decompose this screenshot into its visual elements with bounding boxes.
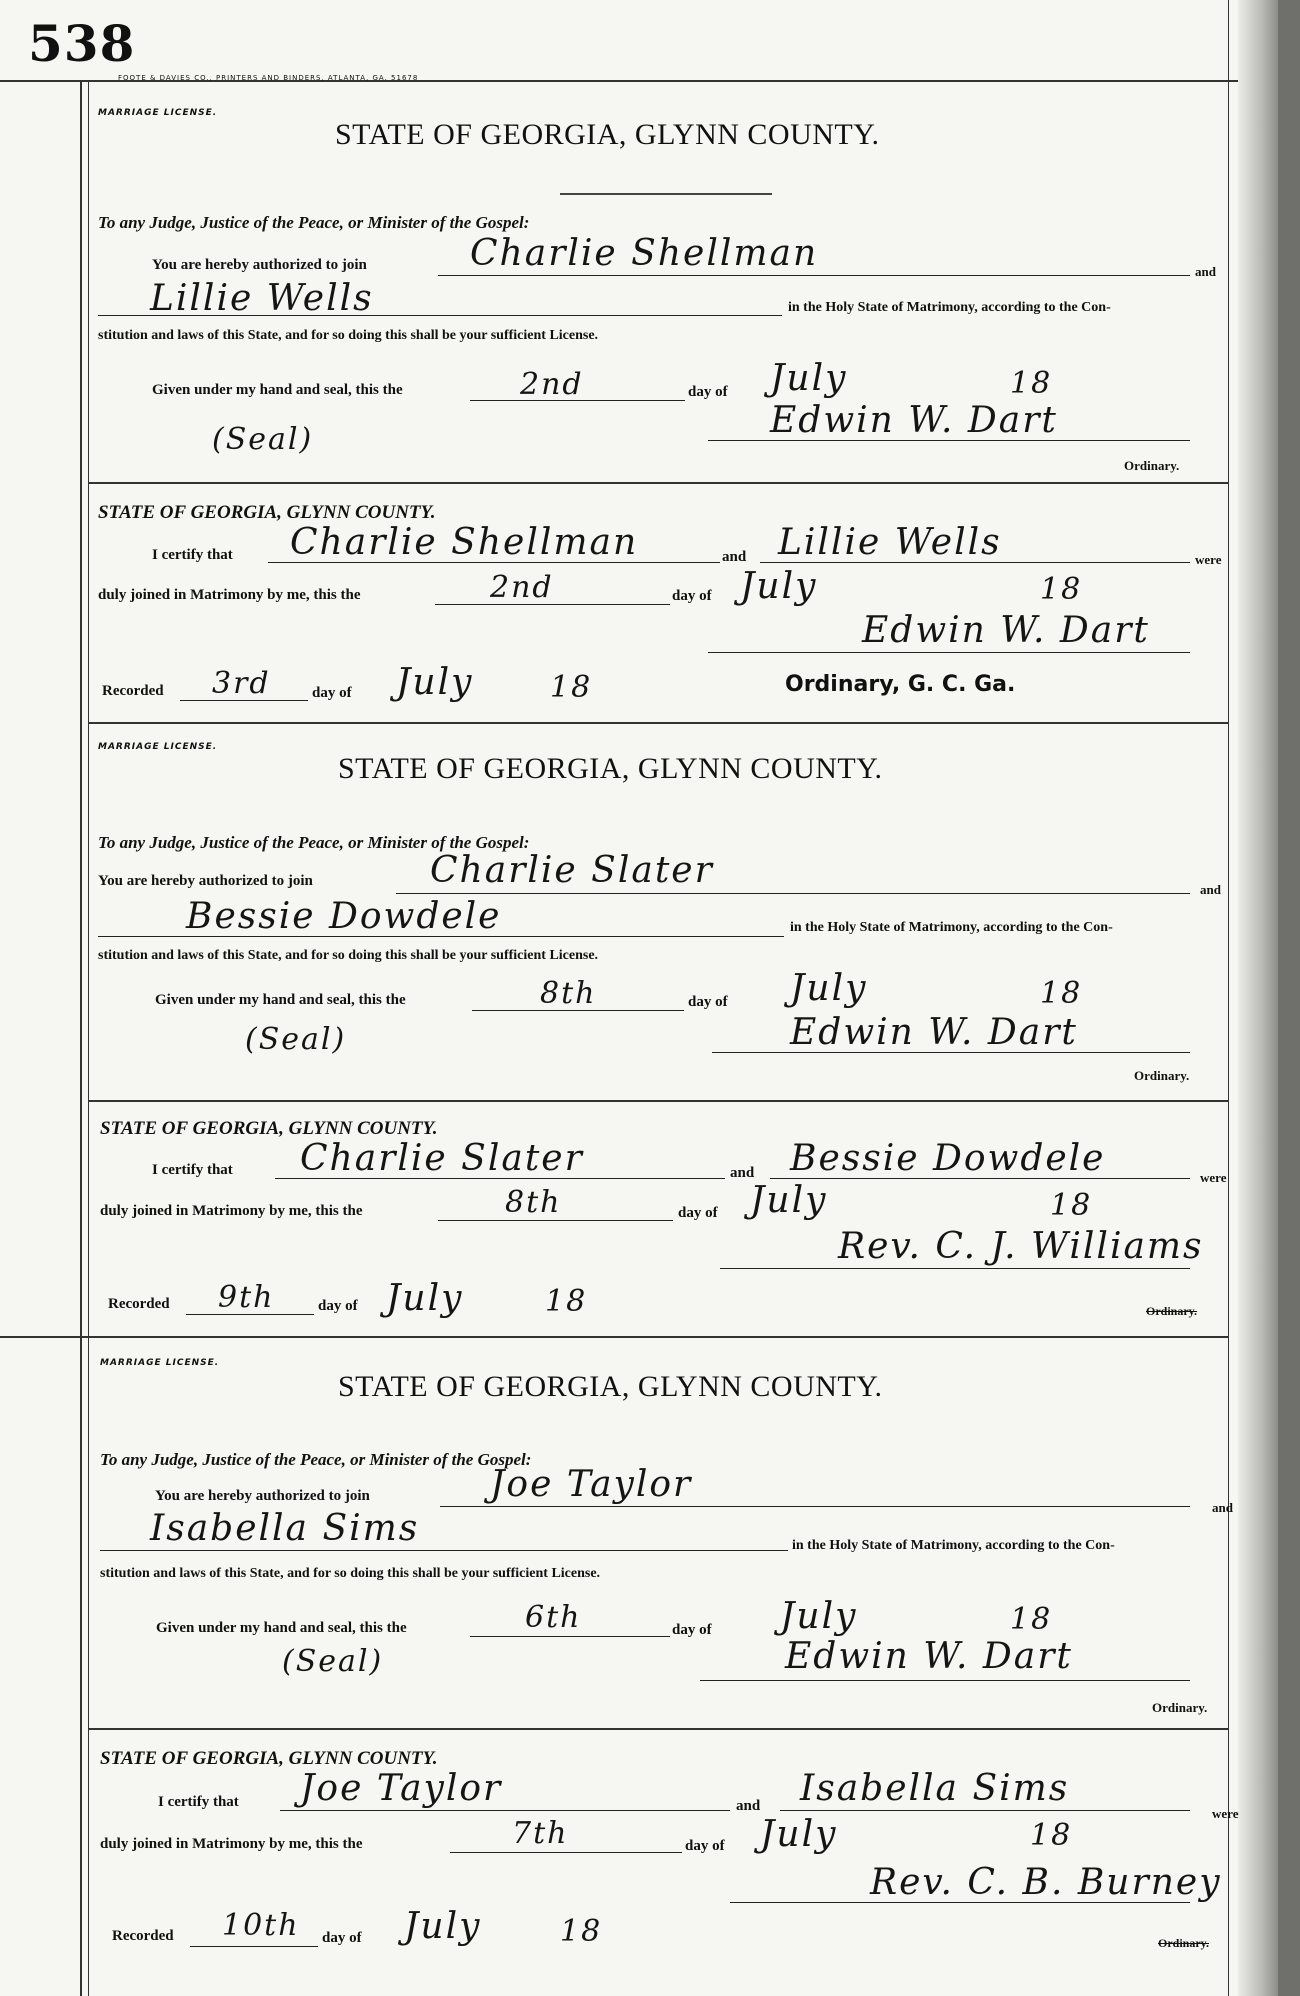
license-day-line (472, 1010, 684, 1011)
recorded-day-line (180, 700, 308, 701)
heading-rule (560, 193, 772, 195)
recorded-day-line (186, 1314, 314, 1315)
seal-mark: (Seal) (282, 1644, 384, 1679)
marriage-year: 18 (1040, 572, 1083, 607)
cert-groom-name: Charlie Shellman (290, 522, 639, 563)
certify-text: I certify that (152, 1162, 233, 1178)
cert-bride-name: Isabella Sims (800, 1768, 1070, 1809)
recorded-day: 3rd (212, 666, 271, 701)
marriage-day: 7th (512, 1816, 569, 1851)
bride-line (98, 936, 784, 937)
right-margin-rule (1228, 0, 1229, 1996)
bride-name: Lillie Wells (150, 278, 374, 319)
given-text: Given under my hand and seal, this the (152, 382, 403, 398)
address-line: To any Judge, Justice of the Peace, or Minister of the Gospel: (98, 213, 530, 232)
license-day: 6th (525, 1600, 582, 1635)
recorded-ordinary-stamp: Ordinary, G. C. Ga. (785, 672, 1016, 697)
address-line: To any Judge, Justice of the Peace, or Minister of the Gospel: (100, 1450, 532, 1469)
cert-bride-line (760, 562, 1190, 563)
license-heading: STATE OF GEORGIA, GLYNN COUNTY. (338, 1370, 883, 1403)
cert-groom-name: Joe Taylor (300, 1768, 503, 1809)
authorize-text: You are hereby authorized to join (98, 873, 313, 889)
ordinary-label: Ordinary. (1134, 1068, 1190, 1083)
duly-text: duly joined in Matrimony by me, this the (100, 1203, 363, 1219)
license-month: July (780, 1596, 858, 1637)
address-line: To any Judge, Justice of the Peace, or Minister of the Gospel: (98, 833, 530, 852)
groom-name: Joe Taylor (490, 1464, 693, 1505)
bride-name: Bessie Dowdele (186, 896, 502, 937)
cert-day-of: day of (685, 1838, 725, 1854)
license-label: MARRIAGE LICENSE. (98, 742, 218, 752)
officiant-line (708, 652, 1190, 653)
and-label: and (1212, 1500, 1233, 1515)
holy-state-text: in the Holy State of Matrimony, according to the Con- (790, 920, 1113, 935)
cert-groom-line (275, 1178, 725, 1179)
were-label: were (1195, 552, 1222, 567)
holy-state-text: in the Holy State of Matrimony, according to the Con- (788, 300, 1111, 315)
certificate-heading: STATE OF GEORGIA, GLYNN COUNTY. (98, 502, 436, 523)
certificate-heading: STATE OF GEORGIA, GLYNN COUNTY. (100, 1118, 438, 1139)
constitution-text: stitution and laws of this State, and for so doing this shall be your sufficient License. (100, 1566, 601, 1581)
license-label: MARRIAGE LICENSE. (100, 1358, 220, 1368)
page-number: 538 (28, 14, 136, 73)
given-text: Given under my hand and seal, this the (155, 992, 406, 1008)
cert-bride-name: Lillie Wells (778, 522, 1002, 563)
groom-name: Charlie Shellman (470, 233, 819, 274)
bride-line (98, 315, 782, 316)
recorded-day-line (190, 1946, 318, 1947)
recorded-year: 18 (550, 670, 593, 705)
binding-edge (1278, 0, 1300, 1996)
groom-line (440, 1506, 1190, 1507)
cert-and: and (722, 549, 747, 565)
section-rule (88, 1100, 1228, 1102)
license-year: 18 (1040, 976, 1083, 1011)
groom-line (438, 275, 1190, 276)
record-divider (88, 722, 1228, 724)
recorded-ordinary-label: Ordinary. (1146, 1304, 1198, 1318)
license-year: 18 (1010, 1602, 1053, 1637)
recorded-label: Recorded (112, 1928, 174, 1944)
cert-groom-line (280, 1810, 730, 1811)
section-rule (88, 1728, 1228, 1730)
license-month: July (790, 968, 868, 1009)
signature-line (700, 1680, 1190, 1681)
ordinary-signature: Edwin W. Dart (785, 1636, 1073, 1677)
certify-text: I certify that (152, 547, 233, 563)
marriage-year: 18 (1050, 1188, 1093, 1223)
recorded-ordinary-label: Ordinary. (1158, 1936, 1210, 1950)
printer-line: FOOTE & DAVIES CO., PRINTERS AND BINDERS, ATLANTA, GA. 51678 (118, 74, 419, 82)
marriage-day: 2nd (490, 570, 554, 605)
cert-day-of: day of (678, 1205, 718, 1221)
license-heading: STATE OF GEORGIA, GLYNN COUNTY. (338, 752, 883, 785)
recorded-year: 18 (545, 1284, 588, 1319)
marriage-day-line (438, 1220, 673, 1221)
cert-groom-name: Charlie Slater (300, 1138, 584, 1179)
recorded-month: July (386, 1278, 464, 1319)
ordinary-label: Ordinary. (1124, 458, 1180, 473)
day-of-label: day of (672, 1622, 712, 1638)
binding-spine (1238, 0, 1278, 1996)
groom-name: Charlie Slater (430, 850, 714, 891)
officiant-signature: Rev. C. J. Williams (838, 1226, 1204, 1267)
given-text: Given under my hand and seal, this the (156, 1620, 407, 1636)
marriage-day: 8th (505, 1185, 562, 1220)
bride-line (100, 1550, 788, 1551)
authorize-text: You are hereby authorized to join (155, 1488, 370, 1504)
officiant-line (720, 1268, 1190, 1269)
marriage-month: July (750, 1180, 828, 1221)
recorded-year: 18 (560, 1914, 603, 1949)
license-heading: STATE OF GEORGIA, GLYNN COUNTY. (335, 118, 880, 151)
recorded-day: 9th (218, 1280, 275, 1315)
and-label: and (1195, 264, 1216, 279)
recorded-label: Recorded (108, 1296, 170, 1312)
marriage-month: July (760, 1814, 838, 1855)
holy-state-text: in the Holy State of Matrimony, according to the Con- (792, 1538, 1115, 1553)
constitution-text: stitution and laws of this State, and for so doing this shall be your sufficient License. (98, 948, 599, 963)
ordinary-signature: Edwin W. Dart (790, 1012, 1078, 1053)
authorize-text: You are hereby authorized to join (152, 257, 367, 273)
recorded-month: July (396, 662, 474, 703)
were-label: were (1200, 1170, 1227, 1185)
cert-bride-line (780, 1810, 1190, 1811)
section-rule (88, 482, 1228, 484)
license-month: July (770, 358, 848, 399)
left-margin-rule-inner (88, 80, 89, 1996)
recorded-month: July (404, 1906, 482, 1947)
cert-bride-line (770, 1178, 1190, 1179)
cert-bride-name: Bessie Dowdele (790, 1138, 1106, 1179)
license-day: 2nd (520, 367, 584, 402)
license-year: 18 (1010, 366, 1053, 401)
license-day-line (470, 400, 685, 401)
record-divider (0, 1336, 1228, 1338)
duly-text: duly joined in Matrimony by me, this the (98, 587, 361, 603)
officiant-line (730, 1902, 1190, 1903)
seal-mark: (Seal) (212, 422, 314, 457)
cert-groom-line (268, 562, 720, 563)
cert-and: and (730, 1165, 755, 1181)
officiant-signature: Rev. C. B. Burney (870, 1862, 1222, 1903)
and-label: and (1200, 882, 1221, 897)
cert-day-of: day of (672, 588, 712, 604)
cert-and: and (736, 1798, 761, 1814)
certify-text: I certify that (158, 1794, 239, 1810)
bride-name: Isabella Sims (150, 1508, 420, 1549)
signature-line (708, 440, 1190, 441)
constitution-text: stitution and laws of this State, and for so doing this shall be your sufficient License. (98, 328, 599, 343)
marriage-day-line (450, 1852, 682, 1853)
day-of-label: day of (688, 384, 728, 400)
left-margin-rule (80, 80, 82, 1996)
duly-text: duly joined in Matrimony by me, this the (100, 1836, 363, 1852)
ordinary-label: Ordinary. (1152, 1700, 1208, 1715)
recorded-day-of: day of (322, 1930, 362, 1946)
recorded-day-of: day of (312, 685, 352, 701)
officiant-signature: Edwin W. Dart (862, 610, 1150, 651)
certificate-heading: STATE OF GEORGIA, GLYNN COUNTY. (100, 1748, 438, 1769)
recorded-day: 10th (222, 1908, 300, 1943)
groom-line (396, 893, 1190, 894)
marriage-year: 18 (1030, 1818, 1073, 1853)
marriage-day-line (435, 604, 670, 605)
ordinary-signature: Edwin W. Dart (770, 400, 1058, 441)
seal-mark: (Seal) (245, 1022, 347, 1057)
license-day: 8th (540, 976, 597, 1011)
marriage-month: July (740, 566, 818, 607)
signature-line (712, 1052, 1190, 1053)
day-of-label: day of (688, 994, 728, 1010)
license-label: MARRIAGE LICENSE. (98, 108, 218, 118)
license-day-line (470, 1636, 670, 1637)
were-label: were (1212, 1806, 1239, 1821)
recorded-label: Recorded (102, 683, 164, 699)
recorded-day-of: day of (318, 1298, 358, 1314)
